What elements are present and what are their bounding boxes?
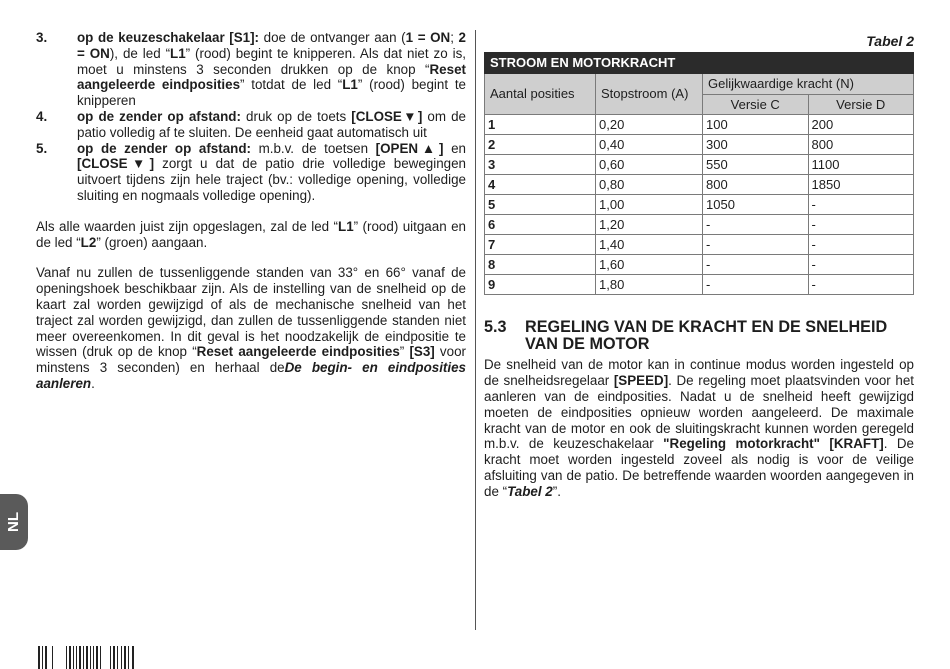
section-heading (484, 319, 914, 353)
cell-stop-current: 1,60 (596, 255, 703, 275)
table-row (485, 235, 914, 255)
step-4: 4. op de zender op afstand: druk op de toets [CLOSE▼] om de patio volledig af te sluiten. De eenheid gaat automatisch uit (36, 108, 467, 140)
cell-stop-current: 0,40 (596, 135, 703, 155)
cell-version-d: - (808, 275, 914, 295)
barcode-icon (38, 646, 138, 669)
header-version-c: Versie C (703, 94, 809, 115)
cell-version-c: 550 (703, 155, 809, 175)
right-column (484, 30, 914, 500)
table-row (485, 175, 914, 195)
cell-version-c: 1050 (703, 195, 809, 215)
table-row (485, 115, 914, 135)
cell-version-c: - (703, 255, 809, 275)
header-positions: Aantal posities (485, 73, 596, 115)
cell-version-c: - (703, 235, 809, 255)
cell-version-c: - (703, 275, 809, 295)
table-row (485, 255, 914, 275)
cell-positions: 1 (485, 115, 596, 135)
table-row (485, 135, 914, 155)
cell-version-d: 800 (808, 135, 914, 155)
step-number: 5. (36, 140, 48, 156)
cell-stop-current: 1,40 (596, 235, 703, 255)
cell-version-d: 200 (808, 115, 914, 135)
cell-stop-current: 0,20 (596, 115, 703, 135)
cell-positions: 3 (485, 155, 596, 175)
table-row (485, 155, 914, 175)
cell-positions: 8 (485, 255, 596, 275)
cell-positions: 2 (485, 135, 596, 155)
header-version-d: Versie D (808, 94, 914, 115)
cell-version-c: - (703, 215, 809, 235)
table-caption: Tabel 2 (866, 33, 914, 49)
cell-version-c: 300 (703, 135, 809, 155)
cell-stop-current: 1,00 (596, 195, 703, 215)
section-number: 5.3 (484, 318, 507, 337)
step-number: 3. (36, 30, 48, 45)
cell-stop-current: 0,80 (596, 175, 703, 195)
section-title: REGELING VAN DE KRACHT EN DE SNELHEID VAN DE MOTOR (525, 318, 888, 354)
cell-version-d: - (808, 235, 914, 255)
table-row (485, 195, 914, 215)
table-title: STROOM EN MOTORKRACHT (485, 53, 914, 74)
step-3: 3. op de keuzeschakelaar [S1]: doe de ontvanger aan (1 = ON; 2 = ON), de led “L1” (rood) begint te knipperen. Als dat niet zo is, moet u minstens 3 seconden drukken op de knop “Reset aangeleerde eindposities” totdat de led “L1” (rood) begint te knipperen (36, 30, 466, 109)
language-label: NL (5, 512, 23, 532)
cell-positions: 4 (485, 175, 596, 195)
cell-version-d: - (808, 255, 914, 275)
cell-version-c: 100 (703, 115, 809, 135)
left-column (36, 30, 466, 392)
cell-positions: 6 (485, 215, 596, 235)
cell-version-d: - (808, 215, 914, 235)
cell-positions: 5 (485, 195, 596, 215)
step-5: 5. op de zender op afstand: m.b.v. de toetsen [OPEN▲] en [CLOSE▼] zorgt u dat de patio drie volledige bewegingen uitvoert tijdens zijn hele traject (bv.: volledige opening, volledige sluiting en nogmaals volledige opening). (36, 140, 467, 203)
table-row (485, 275, 914, 295)
current-force-table (484, 52, 914, 295)
header-stop-current: Stopstroom (A) (596, 73, 703, 115)
cell-version-c: 800 (703, 175, 809, 195)
paragraph-intermediate-positions: Vanaf nu zullen de tussenliggende standen van 33° en 66° vanaf de openingshoek beschikbaar zijn. Als de instelling van de snelheid op de kaart zal worden gewijzigd of als de mechanische snelheid van het traject zal worden gewijzigd, dan zullen de tussenliggende standen niet meer overeenkomen. In dit geval is het noodzakelijk de eindpositie te wissen (druk op de knop “Reset aangeleerde eindposities” [S3] voor minstens 3 seconden) en herhaal deDe begin- en eindposities aanleren. (36, 265, 466, 391)
step-number: 4. (36, 108, 48, 124)
section-body: De snelheid van de motor kan in continue modus worden ingesteld op de snelheidsregelaar [SPEED]. De regeling moet plaatsvinden voor het aanleren van de eindposities. Nadat u de snelheid heeft gewijzigd moeten de eindposities opnieuw worden aangeleerd. De maximale kracht van de motor en ook de sluitingskracht kunnen worden geregeld m.b.v. de keuzeschakelaar "Regeling motorkracht" [KRAFT]. De kracht moet worden ingesteld zoveel als nodig is voor de veilige afsluiting van de patio. De betreffende waarden woorden aangegeven in de “Tabel 2”. (484, 357, 914, 499)
header-equivalent-force: Gelijkwaardige kracht (N) (703, 73, 914, 94)
cell-stop-current: 1,20 (596, 215, 703, 235)
cell-positions: 9 (485, 275, 596, 295)
language-side-tab (0, 494, 28, 550)
table-row (485, 215, 914, 235)
cell-stop-current: 1,80 (596, 275, 703, 295)
cell-version-d: - (808, 195, 914, 215)
cell-stop-current: 0,60 (596, 155, 703, 175)
column-divider (475, 30, 476, 630)
cell-positions: 7 (485, 235, 596, 255)
paragraph-stored-values: Als alle waarden juist zijn opgeslagen, zal de led “L1” (rood) uitgaan en de led “L2” (groen) aangaan. (36, 218, 466, 250)
cell-version-d: 1100 (808, 155, 914, 175)
cell-version-d: 1850 (808, 175, 914, 195)
